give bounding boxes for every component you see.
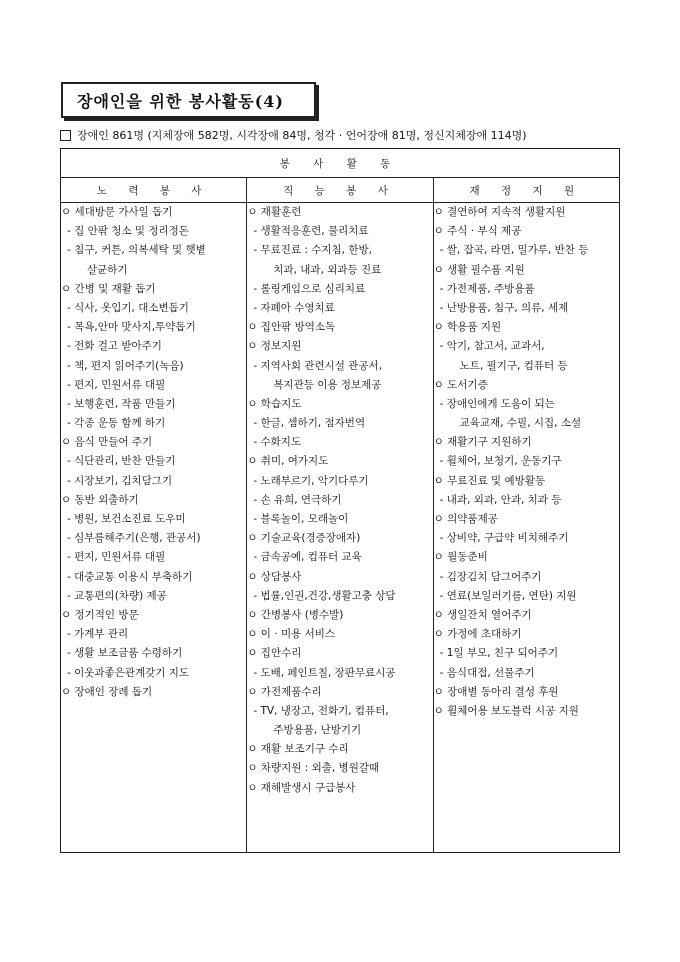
checkbox-bullet-icon: [60, 130, 71, 141]
list-item: ㅇ 장애별 동아리 결성 후원: [433, 685, 559, 698]
list-item: - 집 안팎 청소 및 정리정돈: [67, 225, 189, 238]
list-item: - 휠체어, 보청기, 운동기구: [439, 455, 562, 468]
list-item: - 한글, 셈하기, 점자번역: [253, 417, 366, 430]
list-item: - 목욕,안마 맛사지,투약돕기: [67, 321, 196, 334]
list-item: ㅇ 가전제품수리: [247, 685, 322, 698]
list-item: ㅇ 간병봉사 (병수발): [247, 608, 344, 621]
list-item: - 식단관리, 반찬 만들기: [67, 455, 176, 468]
list-item: - 생활적응훈련, 물리치료: [253, 225, 369, 238]
list-item: ㅇ 의약품제공: [433, 513, 498, 525]
list-item: - 병원, 보건소진료 도우미: [67, 513, 186, 525]
list-item: 복지관등 이용 정보제공: [273, 378, 382, 391]
list-item: ㅇ 상담봉사: [247, 570, 302, 583]
list-item: ㅇ 재활 보조기구 수리: [247, 743, 349, 756]
list-item: 노트, 필기구, 컴퓨터 등: [459, 359, 568, 372]
list-item: 교육교재, 수필, 시집, 소설: [459, 417, 582, 430]
list-item: ㅇ 도서기증: [433, 378, 488, 391]
summary-line: [60, 127, 527, 143]
list-item: ㅇ 동반 외출하기: [61, 493, 139, 506]
title-box: [61, 82, 316, 118]
list-item: ㅇ 취미, 여가지도: [247, 455, 329, 468]
financial-support-list: [433, 203, 619, 853]
list-item: - 블록놀이, 모래놀이: [253, 513, 349, 525]
list-item: - 편지, 민원서류 대필: [67, 551, 166, 564]
list-item: - 지역사회 관련시설 관공서,: [253, 359, 383, 372]
list-item: - 상비약, 구급약 비치해주기: [439, 532, 569, 545]
column-header-finance: 재 정 지 원: [433, 178, 619, 203]
list-item: - TV, 냉장고, 전화기, 컴퓨터,: [253, 704, 389, 717]
list-item: - 침구, 커튼, 의복세탁 및 햇볕: [67, 244, 206, 257]
list-item: ㅇ 재활훈련: [247, 206, 302, 218]
list-item: ㅇ 월동준비: [433, 551, 488, 564]
list-item: - 시장보기, 김치담그기: [67, 474, 173, 487]
labor-service-list: [61, 203, 247, 853]
list-item: ㅇ 생일잔치 열어주기: [433, 608, 532, 621]
list-item: ㅇ 재활기구 지원하기: [433, 436, 532, 449]
list-item: ㅇ 주식 · 부식 제공: [433, 225, 522, 238]
list-item: - 내과, 외과, 안과, 치과 등: [439, 493, 562, 506]
list-item: ㅇ 차량지원 : 외출, 병원갈때: [247, 762, 380, 775]
list-item: - 전화 걸고 받아주기: [67, 340, 162, 353]
list-item: ㅇ 정기적인 방문: [61, 608, 139, 621]
list-item: - 악기, 참고서, 교과서,: [439, 340, 545, 353]
list-item: - 심부름해주기(은행, 관공서): [67, 532, 201, 545]
list-item: ㅇ 생활 필수품 지원: [433, 263, 525, 276]
list-item: - 김장김치 담그어주기: [439, 570, 542, 583]
list-item: - 수화지도: [253, 436, 302, 449]
column-header-labor: 노 력 봉 사: [61, 178, 247, 203]
list-item: ㅇ 휠체어용 보도블럭 시공 지원: [433, 704, 579, 717]
summary-text: 장애인 861명 (지체장애 582명, 시각장애 84명, 청각 · 언어장애 81명, 정신지체장애 114명): [77, 129, 527, 142]
list-item: ㅇ 가정에 초대하기: [433, 628, 522, 641]
skill-service-list: [247, 203, 433, 853]
list-item: - 대중교통 이용시 부축하기: [67, 570, 193, 583]
list-item: 주방용품, 난방기기: [273, 724, 362, 737]
list-item: - 롤링게임으로 심리치료: [253, 282, 366, 295]
list-item: - 가전제품, 주방용품: [439, 282, 535, 295]
list-item: - 장애인에게 도움이 되는: [439, 397, 555, 410]
list-item: - 법률,인권,건강,생활고충 상담: [253, 589, 396, 602]
list-item: ㅇ 집안팎 방역소독: [247, 321, 336, 334]
list-item: - 자폐아 수영치료: [253, 301, 335, 314]
list-item: - 도배, 페인트칠, 장판무료시공: [253, 666, 396, 679]
list-item: ㅇ 이 · 미용 서비스: [247, 628, 336, 641]
list-item: ㅇ 간병 및 재활 돕기: [61, 282, 156, 295]
table-header: 봉 사 활 동: [61, 149, 620, 178]
list-item: ㅇ 정보지원: [247, 340, 302, 353]
list-item: - 생활 보조금품 수령하기: [67, 647, 183, 660]
list-item: - 이웃과좋은관계갖기 지도: [67, 666, 190, 679]
list-item: - 각종 운동 함께 하기: [67, 417, 166, 430]
list-item: - 편지, 민원서류 대필: [67, 378, 166, 391]
list-item: - 손 유희, 연극하기: [253, 493, 342, 506]
list-item: - 연료(보일러기름, 연탄) 지원: [439, 589, 577, 602]
list-item: ㅇ 세대방문 가사일 돕기: [61, 206, 173, 218]
list-item: - 1일 부모, 친구 되어주기: [439, 647, 559, 660]
list-item: ㅇ 재해발생시 구급봉사: [247, 781, 356, 794]
list-item: ㅇ 장애인 장례 돕기: [61, 685, 153, 698]
list-item: - 쌀, 잡곡, 라면, 밀가루, 반찬 등: [439, 244, 589, 257]
list-item: ㅇ 결연하여 지속적 생활지원: [433, 206, 566, 218]
list-item: ㅇ 음식 만들어 주기: [61, 436, 153, 449]
list-item: ㅇ 기술교육(경증장애자): [247, 532, 361, 545]
list-item: 치과, 내과, 외과등 진료: [273, 263, 382, 276]
column-header-skill: 직 능 봉 사: [247, 178, 433, 203]
list-item: ㅇ 집안수리: [247, 647, 302, 660]
list-item: - 음식대접, 선물주기: [439, 666, 535, 679]
list-item: 살균하기: [87, 263, 128, 276]
list-item: - 보행훈련, 작품 만들기: [67, 397, 176, 410]
list-item: ㅇ 학용품 지원: [433, 321, 502, 334]
list-item: ㅇ 무료진료 및 예방활동: [433, 474, 546, 487]
list-item: ㅇ 학습지도: [247, 397, 302, 410]
list-item: - 교통편의(차량) 제공: [67, 589, 167, 602]
list-item: - 난방용품, 침구, 의류, 세제: [439, 301, 569, 314]
list-item: - 책, 편지 읽어주기(녹음): [67, 359, 184, 372]
list-item: - 무료진료 : 수지침, 한방,: [253, 244, 372, 257]
list-item: - 가계부 관리: [67, 628, 129, 641]
list-item: - 금속공예, 컴퓨터 교육: [253, 551, 362, 564]
page-title: 장애인을 위한 봉사활동(4): [77, 91, 284, 111]
list-item: - 식사, 옷입기, 대소변돕기: [67, 301, 189, 314]
volunteer-table: [60, 148, 620, 853]
list-item: - 노래부르기, 악기다루기: [253, 474, 369, 487]
